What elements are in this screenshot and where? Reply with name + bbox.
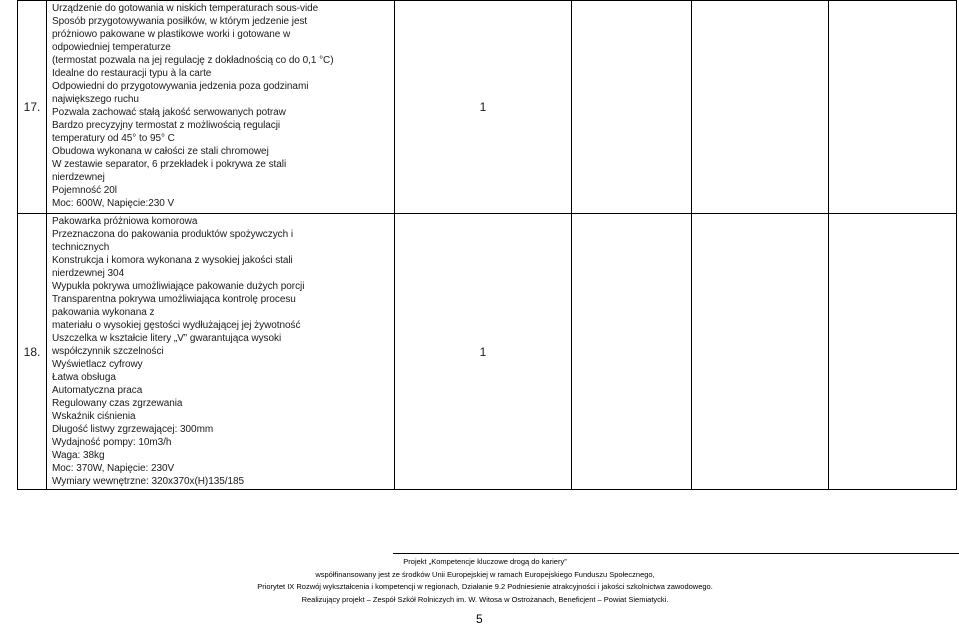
description-line: Pozwala zachować stałą jakość serwowanych potraw xyxy=(52,107,286,118)
description-line: Wymiary wewnętrzne: 320x370x(H)135/185 xyxy=(52,476,244,487)
empty-cell xyxy=(829,214,957,490)
description-line: Urządzenie do gotowania w niskich temperaturach sous-vide xyxy=(52,3,319,14)
row-number: 17. xyxy=(18,1,47,214)
description-line: (termostat pozwala na jej regulację z dokładnością co do 0,1 °C) xyxy=(52,55,334,66)
footer-beneficiary-line: Realizujący projekt – Zespół Szkół Rolniczych im. W. Witosa w Ostrożanach, Beneficjent – Powiat Siemiatycki. xyxy=(301,594,669,604)
description-line: nierdzewnej 304 xyxy=(52,268,125,279)
footer-priority-line: Priorytet IX Rozwój wykształcenia i kompetencji w regionach, Działanie 9.2 Podniesienie atrakcyjności i jakości szkolnictwa zawodowego. xyxy=(257,582,713,591)
empty-cell xyxy=(692,214,829,490)
description-line: pakowania wykonana z xyxy=(52,307,155,318)
description-line: Wyświetlacz cyfrowy xyxy=(52,359,143,370)
description-line: Długość listwy zgrzewającej: 300mm xyxy=(52,424,214,435)
description-line: Wypukła pokrywa umożliwiające pakowanie dużych porcji xyxy=(52,281,305,292)
table-row xyxy=(18,1,957,214)
description-line: Transparentna pokrywa umożliwiająca kontrolę procesu xyxy=(52,294,296,305)
description-line: największego ruchu xyxy=(52,94,139,105)
description-line: Uszczelka w kształcie litery „V” gwarantująca wysoki xyxy=(52,333,282,344)
row-number: 18. xyxy=(18,214,47,490)
item-description xyxy=(47,1,395,214)
item-quantity: 1 xyxy=(395,214,572,490)
description-line: Wydajność pompy: 10m3/h xyxy=(52,437,172,448)
empty-cell xyxy=(829,1,957,214)
description-line: Pojemność 20l xyxy=(52,185,117,196)
description-line: Automatyczna praca xyxy=(52,385,143,396)
empty-cell xyxy=(692,1,829,214)
description-line: nierdzewnej xyxy=(52,172,105,183)
description-line: Łatwa obsługa xyxy=(52,372,116,383)
footer-divider xyxy=(393,553,959,554)
description-line: współczynnik szczelności xyxy=(52,346,164,357)
description-line: próżniowo pakowane w plastikowe worki i gotowane w xyxy=(52,29,291,40)
description-line: Bardzo precyzyjny termostat z możliwością regulacji xyxy=(52,120,281,131)
description-line: Moc: 370W, Napięcie: 230V xyxy=(52,463,175,474)
description-line: W zestawie separator, 6 przekładek i pokrywa ze stali xyxy=(52,159,287,170)
description-line: Przeznaczona do pakowania produktów spożywczych i xyxy=(52,229,294,240)
description-line: technicznych xyxy=(52,242,110,253)
description-line: Wskaźnik ciśnienia xyxy=(52,411,136,422)
item-description xyxy=(47,214,395,490)
description-line: Odpowiedni do przygotowywania jedzenia poza godzinami xyxy=(52,81,309,92)
equipment-spec-table xyxy=(17,0,957,490)
description-line: Konstrukcja i komora wykonana z wysokiej jakości stali xyxy=(52,255,293,266)
description-line: temperatury od 45° to 95° C xyxy=(52,133,175,144)
project-footer xyxy=(190,556,780,606)
table-row xyxy=(18,214,957,490)
description-line: Obudowa wykonana w całości ze stali chromowej xyxy=(52,146,269,157)
page-number: 5 xyxy=(476,612,483,626)
description-line: Regulowany czas zgrzewania xyxy=(52,398,183,409)
empty-cell xyxy=(572,214,692,490)
description-line: Waga: 38kg xyxy=(52,450,105,461)
description-line: Moc: 600W, Napięcie:230 V xyxy=(52,198,175,209)
footer-funding-line: współfinansowany jest ze środków Unii Europejskiej w ramach Europejskiego Funduszu Społecznego, xyxy=(315,569,655,579)
empty-cell xyxy=(572,1,692,214)
description-line: Sposób przygotowywania posiłków, w którym jedzenie jest xyxy=(52,16,308,27)
description-line: Pakowarka próżniowa komorowa xyxy=(52,216,198,227)
description-line: materiału o wysokiej gęstości wydłużającej jej żywotność xyxy=(52,320,301,331)
description-line: Idealne do restauracji typu à la carte xyxy=(52,68,212,79)
description-line: odpowiedniej temperaturze xyxy=(52,42,171,53)
footer-project-title: Projekt „Kompetencje kluczowe drogą do kariery” xyxy=(403,557,567,566)
item-quantity: 1 xyxy=(395,1,572,214)
